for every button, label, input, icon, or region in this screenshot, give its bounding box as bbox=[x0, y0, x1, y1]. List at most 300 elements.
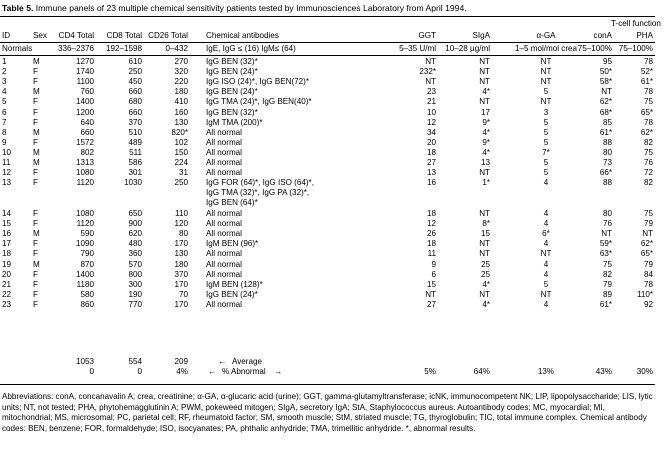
chem-cell: All normal bbox=[206, 168, 242, 178]
ggt-cell: 18 bbox=[426, 239, 436, 249]
cona-cell: 68* bbox=[599, 107, 612, 117]
sex-cell: F bbox=[33, 289, 38, 299]
cd26-cell: 102 bbox=[174, 137, 188, 147]
cd4-cell: 1400 bbox=[75, 97, 94, 107]
cd26-cell: 130 bbox=[174, 117, 188, 127]
siga-cell: 13 bbox=[480, 158, 490, 167]
siga-cell: 15 bbox=[480, 229, 490, 239]
siga-cell: 1* bbox=[482, 178, 490, 188]
ggt-cell: 9 bbox=[431, 259, 436, 269]
tcell-cell: 4 bbox=[543, 219, 549, 229]
cona-cell: NT bbox=[601, 229, 612, 239]
tcell-cell: 5 bbox=[543, 279, 549, 289]
cd8-cell: 660 bbox=[128, 87, 142, 97]
id-cell: 20 bbox=[2, 269, 12, 279]
cd8-cell: 250 bbox=[128, 67, 142, 77]
chem-cell: All normal bbox=[206, 299, 242, 309]
cd8-cell: 900 bbox=[128, 219, 142, 229]
abnormal-ggt: 5% bbox=[424, 367, 436, 376]
normals-tcell: 1–5 mol/mol crea bbox=[514, 44, 578, 53]
tcell-cell: NT bbox=[540, 289, 552, 299]
cd4-cell: 790 bbox=[80, 249, 94, 259]
cd8-cell: 680 bbox=[128, 97, 142, 107]
sex-cell: M bbox=[33, 57, 40, 66]
header-tcell: α-GA bbox=[536, 31, 556, 40]
cd4-cell: 1080 bbox=[75, 209, 94, 218]
normals-cona: 75–100% bbox=[577, 44, 612, 53]
ggt-cell: NT bbox=[425, 77, 436, 87]
siga-cell: 9* bbox=[482, 117, 490, 127]
cd4-cell: 1270 bbox=[75, 57, 94, 66]
siga-cell: 8* bbox=[482, 219, 490, 229]
cd26-cell: 250 bbox=[174, 178, 188, 188]
cona-cell: 82 bbox=[602, 269, 612, 279]
cona-cell: 88 bbox=[602, 178, 612, 188]
cd8-cell: 450 bbox=[128, 77, 142, 87]
siga-cell: NT bbox=[479, 97, 490, 107]
cd26-cell: 150 bbox=[174, 147, 188, 157]
pha-cell: 82 bbox=[643, 137, 653, 147]
ggt-cell: 21 bbox=[426, 97, 436, 107]
tcell-cell: 4 bbox=[543, 239, 549, 249]
average-cd4: 1053 bbox=[75, 357, 94, 366]
cd8-cell: 480 bbox=[128, 239, 142, 249]
siga-cell: 9* bbox=[482, 137, 490, 147]
id-cell: 9 bbox=[2, 137, 7, 147]
header-pha: PHA bbox=[636, 31, 653, 40]
cd8-cell: 489 bbox=[128, 137, 142, 147]
cd8-cell: 300 bbox=[128, 279, 142, 289]
cd26-cell: 180 bbox=[174, 259, 188, 269]
header-cona: conA bbox=[593, 31, 612, 40]
tcell-cell: 6* bbox=[542, 229, 550, 239]
normals-ggt: 5–35 U/ml bbox=[399, 44, 436, 53]
chem-cell: IgG BEN (24)* bbox=[206, 289, 258, 299]
header-chem: Chemical antibodies bbox=[206, 31, 279, 40]
cona-cell: 50* bbox=[599, 67, 612, 77]
sex-cell: F bbox=[33, 77, 38, 87]
cd8-cell: 620 bbox=[128, 229, 142, 239]
normals-label: Normals bbox=[2, 44, 33, 53]
tcell-cell: NT bbox=[540, 77, 552, 87]
cd26-cell: 70 bbox=[178, 289, 188, 299]
sex-cell: F bbox=[33, 67, 38, 77]
caption-label: Table 5. bbox=[2, 3, 34, 13]
cd4-cell: 860 bbox=[80, 299, 94, 309]
sex-cell: M bbox=[33, 229, 40, 239]
cd4-cell: 1313 bbox=[75, 158, 94, 167]
cd8-cell: 360 bbox=[128, 249, 142, 259]
cd4-cell: 1120 bbox=[76, 178, 94, 188]
id-cell: 13 bbox=[2, 178, 12, 188]
ggt-cell: 10 bbox=[426, 107, 436, 117]
arrow-right-icon: → bbox=[274, 367, 283, 376]
pha-cell: 65* bbox=[640, 107, 653, 117]
rule-header bbox=[0, 42, 655, 43]
cd26-cell: 170 bbox=[174, 239, 188, 249]
chem-cell: IgM BEN (128)* bbox=[206, 279, 263, 289]
tcell-cell: 4 bbox=[543, 259, 549, 269]
siga-cell: 4* bbox=[482, 279, 490, 289]
id-cell: 5 bbox=[2, 97, 7, 107]
cd26-cell: 170 bbox=[174, 299, 188, 309]
cd8-cell: 1030 bbox=[123, 178, 142, 188]
tcell-cell: NT bbox=[540, 249, 552, 259]
id-cell: 3 bbox=[2, 77, 7, 87]
normals-siga: 10–28 µg/ml bbox=[445, 44, 490, 53]
pha-cell: 78 bbox=[643, 279, 653, 289]
sex-cell: M bbox=[33, 127, 40, 137]
ggt-cell: 16 bbox=[426, 178, 436, 188]
cona-cell: 61* bbox=[599, 299, 612, 309]
tcell-cell: 4 bbox=[543, 178, 549, 188]
tcell-cell: 4 bbox=[543, 209, 549, 218]
id-cell: 23 bbox=[2, 299, 12, 309]
cd4-cell: 1400 bbox=[75, 269, 94, 279]
pha-cell: 62* bbox=[640, 239, 653, 249]
id-cell: 4 bbox=[2, 87, 7, 97]
ggt-cell: 18 bbox=[426, 209, 436, 218]
cd8-cell: 770 bbox=[128, 299, 142, 309]
sex-cell: M bbox=[33, 87, 40, 97]
cd26-cell: 110 bbox=[175, 209, 188, 218]
pha-cell: 72 bbox=[643, 168, 653, 178]
cd4-cell: 580 bbox=[80, 289, 94, 299]
header-tcell-top: T-cell function bbox=[611, 19, 661, 28]
siga-cell: NT bbox=[479, 57, 490, 66]
id-cell: 2 bbox=[2, 67, 7, 77]
siga-cell: 4* bbox=[482, 127, 490, 137]
header-ggt: GGT bbox=[418, 31, 436, 40]
pha-cell: 82 bbox=[643, 178, 653, 188]
tcell-cell: 5 bbox=[543, 137, 549, 147]
cd4-cell: 1120 bbox=[76, 219, 94, 229]
sex-cell: F bbox=[33, 117, 38, 127]
cd8-cell: 370 bbox=[128, 117, 142, 127]
header-cd4: CD4 Total bbox=[58, 31, 94, 40]
pha-cell: 79 bbox=[643, 259, 653, 269]
tcell-cell: 5 bbox=[543, 127, 549, 137]
chem-cell: All normal bbox=[206, 127, 242, 137]
siga-cell: NT bbox=[479, 209, 490, 218]
pha-cell: 75 bbox=[643, 147, 653, 157]
id-cell: 15 bbox=[2, 219, 12, 229]
cona-cell: 66* bbox=[599, 168, 612, 178]
abnormal-cona: 43% bbox=[595, 367, 612, 376]
arrow-left-icon: ← bbox=[218, 357, 227, 366]
pha-cell: 62* bbox=[640, 127, 653, 137]
cd26-cell: 220 bbox=[174, 77, 188, 87]
ggt-cell: 13 bbox=[426, 168, 436, 178]
ggt-cell: 23 bbox=[426, 87, 436, 97]
table-footnotes: Abbreviations: conA, concanavalin A; crea, creatinine; α-GA, α-glucaric acid (urine); GGT, gamma-glutamyltransferase; icNK, immunocompetent NK; LIP, lipopolysaccharide; LIS, lytic units; NT, not tested; PHA, phytohemagglutinin A; PWM, pokeweed mitogen; SIgA, secretory IgA; StA, Staphylococcus aureus. Autoantibody codes: MC, myocardial; MI, mitochondrial; MS, microsomal; PC, parietal cell; RF, rheumatoid factor; SM, smooth muscle; StM, striated muscle; TG, thyroglobulin; TIC, total immune complex. Chemical antibody codes: BEN, benzene; FOR, formaldehyde; ISO, isocyanates; PA, phthalic anhydride; TMA, trimellitic anhydride. *, abnormal results. bbox=[2, 392, 653, 433]
tcell-cell: NT bbox=[540, 67, 552, 77]
cd4-cell: 870 bbox=[80, 259, 94, 269]
chem-cell: All normal bbox=[206, 147, 242, 157]
header-siga: SIgA bbox=[472, 31, 490, 40]
sex-cell: F bbox=[33, 249, 38, 259]
cd26-cell: 180 bbox=[174, 87, 188, 97]
id-cell: 1 bbox=[2, 57, 7, 66]
sex-cell: F bbox=[33, 279, 38, 289]
abnormal-tcell: 13% bbox=[537, 367, 555, 376]
id-cell: 16 bbox=[2, 229, 12, 239]
tcell-cell: NT bbox=[540, 57, 552, 66]
cona-cell: 73 bbox=[602, 158, 612, 167]
cona-cell: 88 bbox=[602, 137, 612, 147]
id-cell: 18 bbox=[2, 249, 12, 259]
sex-cell: M bbox=[33, 259, 40, 269]
chem-cell: All normal bbox=[206, 249, 242, 259]
id-cell: 10 bbox=[2, 147, 12, 157]
sex-cell: F bbox=[33, 219, 38, 229]
ggt-cell: 12 bbox=[426, 117, 436, 127]
sex-cell: M bbox=[33, 147, 40, 157]
ggt-cell: 27 bbox=[426, 158, 436, 167]
id-cell: 11 bbox=[2, 158, 11, 167]
cd8-cell: 511 bbox=[129, 147, 142, 157]
average-cd8: 554 bbox=[128, 357, 142, 366]
tcell-cell: 5 bbox=[543, 158, 549, 167]
cd4-cell: 640 bbox=[80, 117, 94, 127]
cd4-cell: 1100 bbox=[76, 77, 94, 87]
tcell-cell: 4 bbox=[543, 299, 549, 309]
ggt-cell: 20 bbox=[426, 137, 436, 147]
id-cell: 17 bbox=[2, 239, 12, 249]
rule-top bbox=[0, 16, 655, 17]
sex-cell: F bbox=[33, 168, 38, 178]
ggt-cell: 11 bbox=[427, 249, 436, 259]
pha-cell: 52* bbox=[640, 67, 653, 77]
cd8-cell: 301 bbox=[128, 168, 142, 178]
siga-cell: NT bbox=[479, 239, 490, 249]
tcell-cell: 5 bbox=[543, 87, 549, 97]
cd26-cell: 80 bbox=[178, 229, 188, 239]
cd4-cell: 1572 bbox=[75, 137, 94, 147]
chem-cell: IgG TMA (24)*, IgG BEN(40)* bbox=[206, 97, 312, 107]
chem-cell: All normal bbox=[206, 229, 242, 239]
cd8-cell: 586 bbox=[128, 158, 142, 167]
siga-cell: NT bbox=[479, 289, 490, 299]
siga-cell: NT bbox=[479, 77, 490, 87]
pha-cell: 92 bbox=[643, 299, 653, 309]
chem-cell: IgG BEN (32)* bbox=[206, 57, 258, 66]
siga-cell: 17 bbox=[480, 107, 490, 117]
ggt-cell: 26 bbox=[426, 229, 436, 239]
cd26-cell: 120 bbox=[174, 219, 188, 229]
pha-cell: 78 bbox=[643, 87, 653, 97]
pha-cell: 84 bbox=[643, 269, 653, 279]
cona-cell: 76 bbox=[602, 219, 612, 229]
ggt-cell: NT bbox=[425, 289, 436, 299]
rule-bottom bbox=[0, 384, 655, 385]
sex-cell: F bbox=[33, 269, 38, 279]
cd26-cell: 370 bbox=[174, 269, 188, 279]
average-label: Average bbox=[232, 357, 262, 366]
sex-cell: F bbox=[33, 178, 38, 188]
cd4-cell: 590 bbox=[80, 229, 94, 239]
normals-cd8: 192–1598 bbox=[105, 44, 142, 53]
pha-cell: 61* bbox=[640, 77, 653, 87]
normals-pha: 75–100% bbox=[618, 44, 653, 53]
cd26-cell: 31 bbox=[178, 168, 188, 178]
cd8-cell: 660 bbox=[128, 107, 142, 117]
tcell-cell: 4 bbox=[543, 269, 549, 279]
id-cell: 7 bbox=[2, 117, 7, 127]
caption-text: Immune panels of 23 multiple chemical sensitivity patients tested by Immunosciences Laboratory from April 1994. bbox=[33, 3, 467, 13]
chem-cell: IgG BEN (24)* bbox=[206, 67, 258, 77]
cona-cell: 63* bbox=[599, 249, 612, 259]
cona-cell: NT bbox=[601, 87, 612, 97]
cona-cell: 59* bbox=[599, 239, 612, 249]
cd8-cell: 570 bbox=[128, 259, 142, 269]
abnormal-pha: 30% bbox=[636, 367, 653, 376]
cd26-cell: 224 bbox=[174, 158, 188, 167]
id-cell: 19 bbox=[2, 259, 12, 269]
pha-cell: 76 bbox=[643, 158, 653, 167]
cd26-cell: 410 bbox=[174, 97, 188, 107]
tcell-cell: NT bbox=[540, 97, 552, 107]
sex-cell: F bbox=[33, 107, 38, 117]
abnormal-cd26: 4% bbox=[176, 367, 188, 376]
pha-cell: 79 bbox=[643, 219, 653, 229]
ggt-cell: 27 bbox=[426, 299, 436, 309]
cd4-cell: 1080 bbox=[75, 168, 94, 178]
cd26-cell: 160 bbox=[174, 107, 188, 117]
tcell-cell: 5 bbox=[543, 117, 549, 127]
cd4-cell: 802 bbox=[80, 147, 94, 157]
chem-cell: IgG TMA (32)*, IgG PA (32)*, bbox=[206, 188, 310, 198]
id-cell: 6 bbox=[2, 107, 7, 117]
pha-cell: 75 bbox=[643, 209, 653, 218]
cona-cell: 58* bbox=[599, 77, 612, 87]
normals-cd26: 0–432 bbox=[165, 44, 188, 53]
cd26-cell: 170 bbox=[174, 279, 188, 289]
chem-cell: IgG BEN (32)* bbox=[206, 107, 258, 117]
cd4-cell: 1180 bbox=[76, 279, 94, 289]
chem-cell: IgG FOR (64)*, IgG ISO (64)*, bbox=[206, 178, 314, 188]
abnormal-label: % Abnormal bbox=[222, 367, 266, 376]
id-cell: 22 bbox=[2, 289, 12, 299]
ggt-cell: 6 bbox=[431, 269, 436, 279]
tcell-cell: 5 bbox=[543, 168, 549, 178]
sex-cell: M bbox=[33, 158, 40, 167]
id-cell: 8 bbox=[2, 127, 7, 137]
normals-chem: IgE, IgG ≤ (16) IgM≤ (64) bbox=[206, 44, 296, 53]
chem-cell: All normal bbox=[206, 269, 242, 279]
siga-cell: 25 bbox=[480, 259, 490, 269]
siga-cell: 4* bbox=[482, 299, 490, 309]
abnormal-cd8: 0 bbox=[137, 367, 142, 376]
ggt-cell: NT bbox=[425, 57, 436, 66]
tcell-cell: 3 bbox=[543, 107, 549, 117]
header-sex: Sex bbox=[33, 31, 47, 40]
cd26-cell: 130 bbox=[174, 249, 188, 259]
cona-cell: 89 bbox=[602, 289, 612, 299]
chem-cell: All normal bbox=[206, 137, 242, 147]
siga-cell: 25 bbox=[480, 269, 490, 279]
cd4-cell: 1200 bbox=[75, 107, 94, 117]
cd26-cell: 820* bbox=[171, 127, 188, 137]
normals-cd4: 336–2376 bbox=[57, 44, 94, 53]
id-cell: 14 bbox=[2, 209, 12, 218]
abnormal-siga: 64% bbox=[473, 367, 490, 376]
sex-cell: F bbox=[33, 97, 38, 107]
sex-cell: F bbox=[33, 137, 38, 147]
cd26-cell: 270 bbox=[174, 57, 188, 66]
ggt-cell: 18 bbox=[426, 147, 436, 157]
cona-cell: 85 bbox=[602, 117, 612, 127]
sex-cell: F bbox=[33, 209, 38, 218]
sex-cell: F bbox=[33, 299, 38, 309]
header-cd26: CD26 Total bbox=[148, 31, 188, 40]
ggt-cell: 232* bbox=[419, 67, 436, 77]
header-cd8: CD8 Total bbox=[106, 31, 142, 40]
chem-cell: All normal bbox=[206, 219, 242, 229]
cona-cell: 62* bbox=[599, 97, 612, 107]
siga-cell: NT bbox=[479, 67, 490, 77]
rule-normals bbox=[0, 55, 655, 56]
id-cell: 21 bbox=[2, 279, 12, 289]
header-id: ID bbox=[2, 31, 11, 40]
pha-cell: 65* bbox=[640, 249, 653, 259]
table-caption bbox=[2, 3, 467, 13]
chem-cell: All normal bbox=[206, 209, 242, 218]
chem-cell: All normal bbox=[206, 158, 242, 167]
pha-cell: 78 bbox=[643, 117, 653, 127]
siga-cell: NT bbox=[479, 168, 490, 178]
cd8-cell: 650 bbox=[128, 209, 142, 218]
chem-cell: IgG BEN (24)* bbox=[206, 87, 258, 97]
cona-cell: 80 bbox=[602, 147, 612, 157]
cona-cell: 61* bbox=[599, 127, 612, 137]
cd4-cell: 760 bbox=[80, 87, 94, 97]
cona-cell: 80 bbox=[602, 209, 612, 218]
chem-cell: IgG ISO (24)*, IgG BEN(72)* bbox=[206, 77, 310, 87]
siga-cell: 4* bbox=[482, 87, 490, 97]
abnormal-cd4: 0 bbox=[89, 367, 94, 376]
cd4-cell: 1090 bbox=[75, 239, 94, 249]
pha-cell: 75 bbox=[643, 97, 653, 107]
ggt-cell: 34 bbox=[426, 127, 436, 137]
pha-cell: NT bbox=[642, 229, 653, 239]
pha-cell: 78 bbox=[643, 57, 653, 66]
chem-cell: IgG BEN (64)* bbox=[206, 198, 258, 208]
cd8-cell: 510 bbox=[128, 127, 142, 137]
average-cd26: 209 bbox=[174, 357, 188, 366]
cd4-cell: 1740 bbox=[75, 67, 94, 77]
cd8-cell: 800 bbox=[128, 269, 142, 279]
tcell-cell: 7* bbox=[542, 147, 550, 157]
cd4-cell: 660 bbox=[80, 127, 94, 137]
siga-cell: 4* bbox=[482, 147, 490, 157]
pha-cell: 110* bbox=[636, 289, 653, 299]
cona-cell: 95 bbox=[602, 57, 612, 66]
cona-cell: 75 bbox=[602, 259, 612, 269]
id-cell: 12 bbox=[2, 168, 12, 178]
chem-cell: IgM TMA (200)* bbox=[206, 117, 263, 127]
sex-cell: F bbox=[33, 239, 38, 249]
cd26-cell: 320 bbox=[174, 67, 188, 77]
chem-cell: All normal bbox=[206, 259, 242, 269]
cd8-cell: 190 bbox=[128, 289, 142, 299]
chem-cell: IgM BEN (96)* bbox=[206, 239, 259, 249]
siga-cell: NT bbox=[479, 249, 490, 259]
ggt-cell: 15 bbox=[426, 279, 436, 289]
ggt-cell: 12 bbox=[426, 219, 436, 229]
cona-cell: 79 bbox=[602, 279, 612, 289]
cd8-cell: 610 bbox=[128, 57, 142, 66]
